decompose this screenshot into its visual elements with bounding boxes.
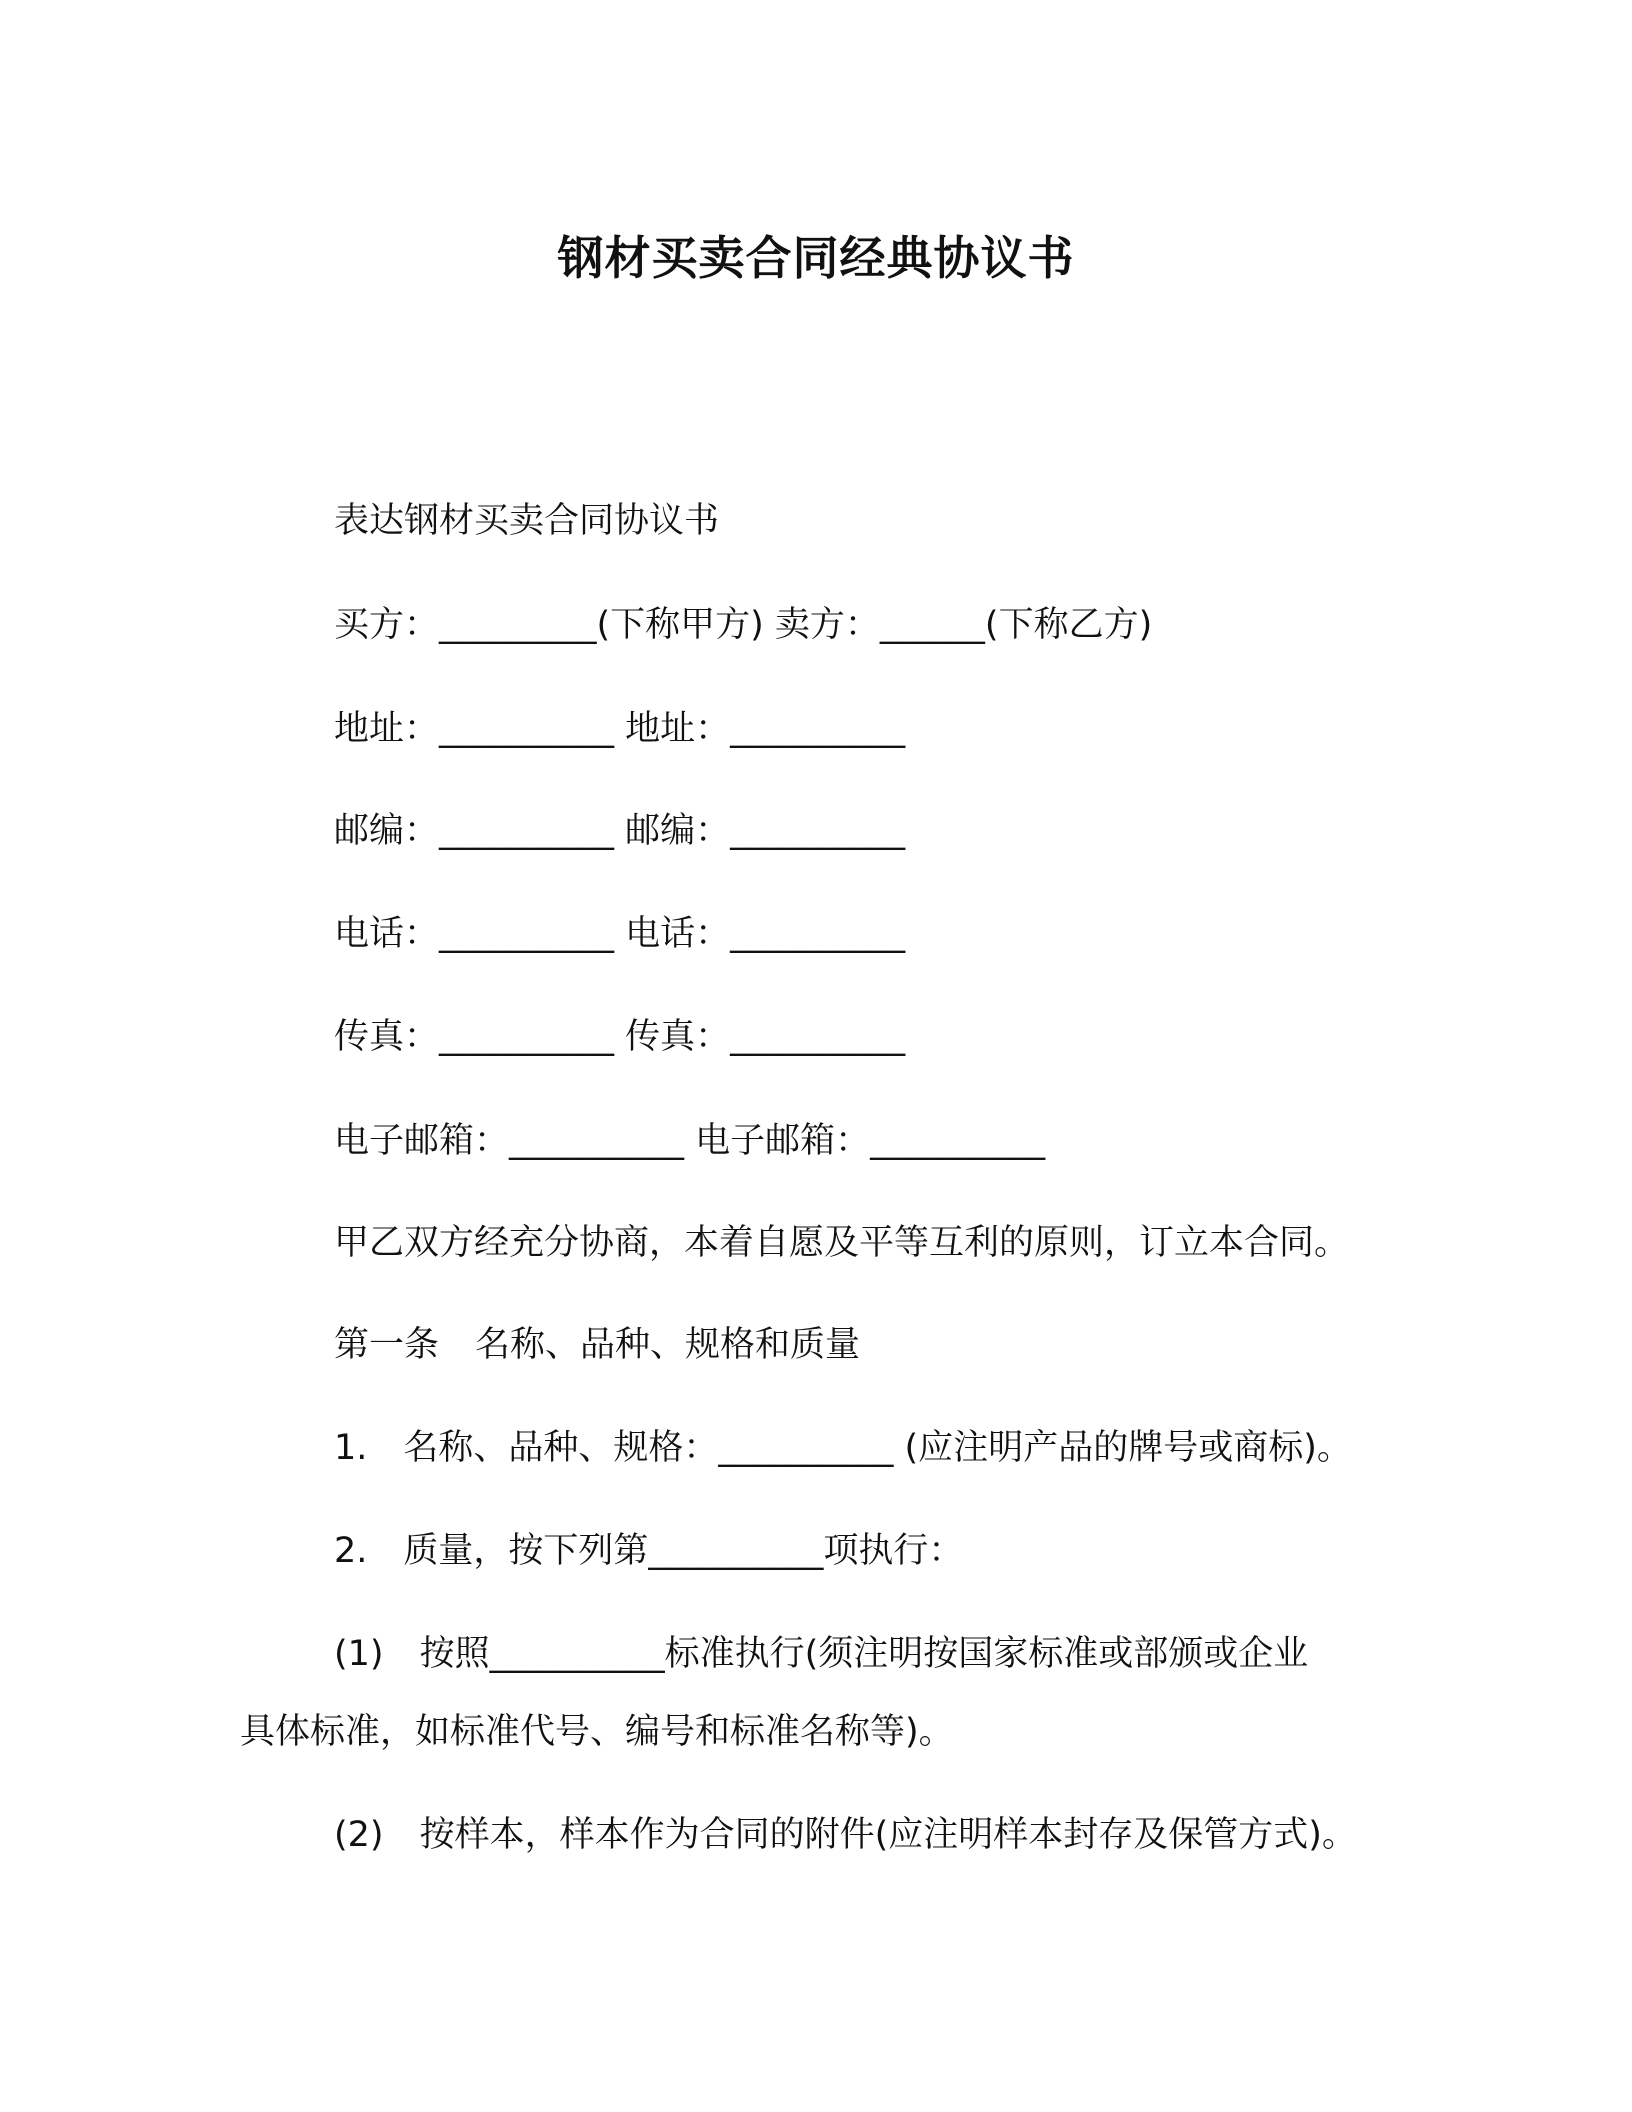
item-1-number: 1.: [334, 1428, 368, 1468]
address-line: 地址：__________ 地址：__________: [334, 709, 906, 749]
document-title: 钢材买卖合同经典协议书: [557, 231, 1075, 285]
postcode-line: 邮编：__________ 邮编：__________: [334, 811, 906, 851]
subitem-1-number: (1): [334, 1634, 384, 1674]
article-1-item-1: [334, 1425, 1352, 1471]
subitem-2-number: (2): [334, 1815, 384, 1855]
email-line: 电子邮箱：__________ 电子邮箱：__________: [334, 1121, 1046, 1161]
item-2-text: 质量，按下列第__________项执行：: [403, 1531, 964, 1571]
subitem-1-text: 按照__________标准执行(须注明按国家标准或部颁或企业: [419, 1634, 1309, 1674]
article-1-title: 名称、品种、规格和质量: [475, 1325, 861, 1365]
fax-line: 传真：__________ 传真：__________: [334, 1017, 906, 1057]
agreement-statement: 甲乙双方经充分协商，本着自愿及平等互利的原则，订立本合同。: [334, 1223, 1350, 1263]
phone-line: 电话：__________ 电话：__________: [334, 914, 906, 954]
article-1-item-2: [334, 1528, 963, 1574]
contract-subtitle: 表达钢材买卖合同协议书: [334, 501, 720, 541]
article-1-heading: [334, 1322, 860, 1368]
item-1-text: 名称、品种、规格：__________ (应注明产品的牌号或商标)。: [403, 1428, 1352, 1468]
subitem-1-continuation: 具体标准，如标准代号、编号和标准名称等)。: [240, 1712, 954, 1752]
buyer-seller-line: 买方：_________(下称甲方) 卖方：______(下称乙方): [334, 605, 1153, 645]
article-1-subitem-1: [334, 1631, 1308, 1677]
article-1-number: 第一条: [334, 1325, 440, 1365]
subitem-2-text: 按样本，样本作为合同的附件(应注明样本封存及保管方式)。: [419, 1815, 1357, 1855]
item-2-number: 2.: [334, 1531, 368, 1571]
article-1-subitem-2: [334, 1812, 1357, 1858]
